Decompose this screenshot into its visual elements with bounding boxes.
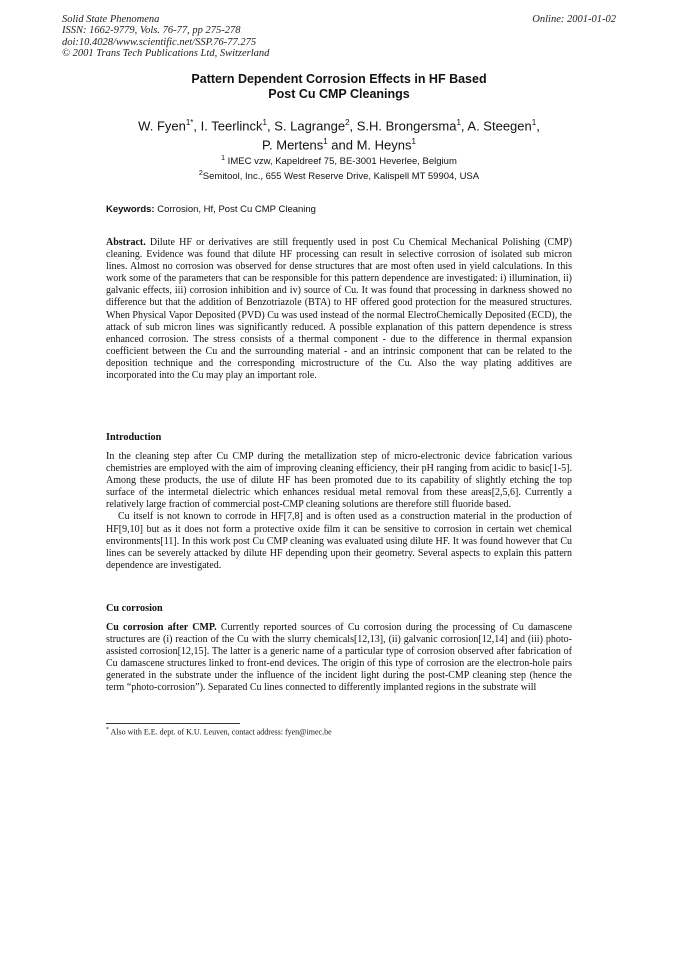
- author-affil-mark: 1: [323, 136, 328, 146]
- cu-corrosion-heading: Cu corrosion: [106, 603, 163, 614]
- intro-paragraph-1: In the cleaning step after Cu CMP during the metallization step of micro-electronic device fabrication various chemistries are employed with the aim of improving cleaning efficiency, their pH ranging from acidic to basic[1-5]. Among these products, the use of dilute HF has been promoted due to its capability of slightly etching the top surface of the intermetal dielectric which enhances residual metal removal from these areas[2,5,6]. Currently a relatively large fraction of commercial post-CMP cleaning solutions are therefore still fluoride based.: [106, 451, 572, 511]
- affiliation-1: [0, 155, 678, 167]
- author-list: [0, 115, 678, 153]
- author-affil-mark: 1*: [185, 118, 194, 127]
- keywords-text: Corrosion, Hf, Post Cu CMP Cleaning: [154, 204, 316, 215]
- author-line-1: [0, 115, 678, 134]
- paper-title: [0, 72, 678, 102]
- author-name: , I. Teerlinck: [193, 118, 263, 134]
- copyright-line: © 2001 Trans Tech Publications Ltd, Switzerland: [62, 48, 270, 60]
- abstract-label: Abstract.: [106, 237, 146, 248]
- author-separator: ,: [536, 118, 540, 134]
- keywords-label: Keywords:: [106, 204, 155, 215]
- abstract-text: Dilute HF or derivatives are still frequently used in post Cu Chemical Mechanical Polishing (CMP) cleaning. Evidence was found that dilute HF processing can result in selective corrosion of isolated sub micron lines. Almost no corrosion was observed for dense structures that are most often used in yield calculations. In this work some of the parameters that can be responsible for this pattern dependence are investigated: i) illumination, ii) galvanic effects, iii) corrosion inhibition and iv) source of Cu. It was found that processing in darkness showed no difference but that the addition of Benzotriazole (BTA) to HF offered good protection for the measured structures. When Physical Vapor Deposited (PVD) Cu was used instead of the normal ElectroChemically Deposited (ECD), the attack of sub micron lines was significantly reduced. A possible explanation of this pattern dependence is stress enhanced corrosion. The stress consists of a thermal component - due to the difference in thermal expansion coefficient between the Cu and the surrounding material - and an intrinsic component that can be related to the deposition technique and the corresponding microstructure of the Cu. Also the way plating additives are incorporated into the Cu may play an important role.: [106, 237, 572, 382]
- footnote-divider: [106, 723, 240, 724]
- affil-text: IMEC vzw, Kapeldreef 75, BE-3001 Heverlee, Belgium: [225, 156, 457, 168]
- author-affil-mark: 2: [345, 118, 350, 127]
- cu-paragraph: Currently reported sources of Cu corrosion during the processing of Cu damascene structures are (i) reaction of the Cu with the slurry chemicals[12,13], (ii) galvanic corrosion[12,14] and (iii) photo-assisted corrosion[12,15]. The latter is a generic name of a particular type of corrosion observed after fabrication of Cu damascene structures linked to front-end devices. The origin of this type of corrosion are the electron-hole pairs generated in the substrate under the influence of the incident light during the post-CMP cleaning step (hence the term “photo-corrosion”). Separated Cu lines connected to differently implanted regions in the substrate will: [106, 622, 573, 694]
- affil-text: Semitool, Inc., 655 West Reserve Drive, Kalispell MT 59904, USA: [202, 171, 480, 183]
- intro-section: [106, 451, 572, 572]
- footnote: [106, 727, 332, 737]
- footnote-text: Also with E.E. dept. of K.U. Leuven, contact address: fyen@imec.be: [109, 727, 332, 737]
- author-affil-mark: 1: [262, 118, 267, 127]
- intro-heading: Introduction: [106, 432, 162, 443]
- footnote-mark: *: [106, 727, 109, 733]
- author-affil-mark: 1: [531, 118, 537, 127]
- author-affil-mark: 1: [456, 118, 461, 127]
- author-name: , S. Lagrange: [267, 118, 346, 134]
- author-name: P. Mertens: [262, 137, 324, 153]
- keywords-line: [106, 204, 316, 215]
- cu-corrosion-section: [106, 622, 572, 695]
- online-date: Online: 2001-01-02: [532, 14, 616, 25]
- journal-name: Solid State Phenomena: [62, 14, 160, 25]
- doi-line: doi:10.4028/www.scientific.net/SSP.76-77.275: [62, 36, 257, 48]
- cu-subheading: Cu corrosion after CMP.: [106, 622, 217, 633]
- title-line-2: Post Cu CMP Cleanings: [268, 87, 410, 101]
- intro-paragraph-2: Cu itself is not known to corrode in HF[7,8] and is often used as a construction material in the production of HF[9,10] but as it does not form a protective oxide film it can be sensitive to corrosion in certain wet chemical environments[11]. In this work post Cu CMP cleaning was evaluated using dilute HF. It was found however that Cu lines can be severely attacked by dilute HF depending upon their geometry. Several aspects to explain this pattern dependence are investigated.: [106, 511, 572, 571]
- author-line-2: [0, 134, 678, 153]
- issn-line: ISSN: 1662-9779, Vols. 76-77, pp 275-278: [62, 25, 241, 37]
- affil-mark: 1: [221, 155, 226, 162]
- author-name: , A. Steegen: [460, 118, 532, 134]
- abstract: [106, 237, 572, 382]
- author-name: , S.H. Brongersma: [349, 118, 457, 134]
- author-name: W. Fyen: [138, 118, 186, 134]
- journal-header: [62, 14, 269, 60]
- affil-mark: 2: [198, 170, 203, 177]
- author-name: and M. Heyns: [327, 137, 412, 153]
- title-line-1: Pattern Dependent Corrosion Effects in HF Based: [191, 72, 487, 86]
- author-affil-mark: 1: [411, 136, 416, 146]
- affiliation-2: [0, 170, 678, 182]
